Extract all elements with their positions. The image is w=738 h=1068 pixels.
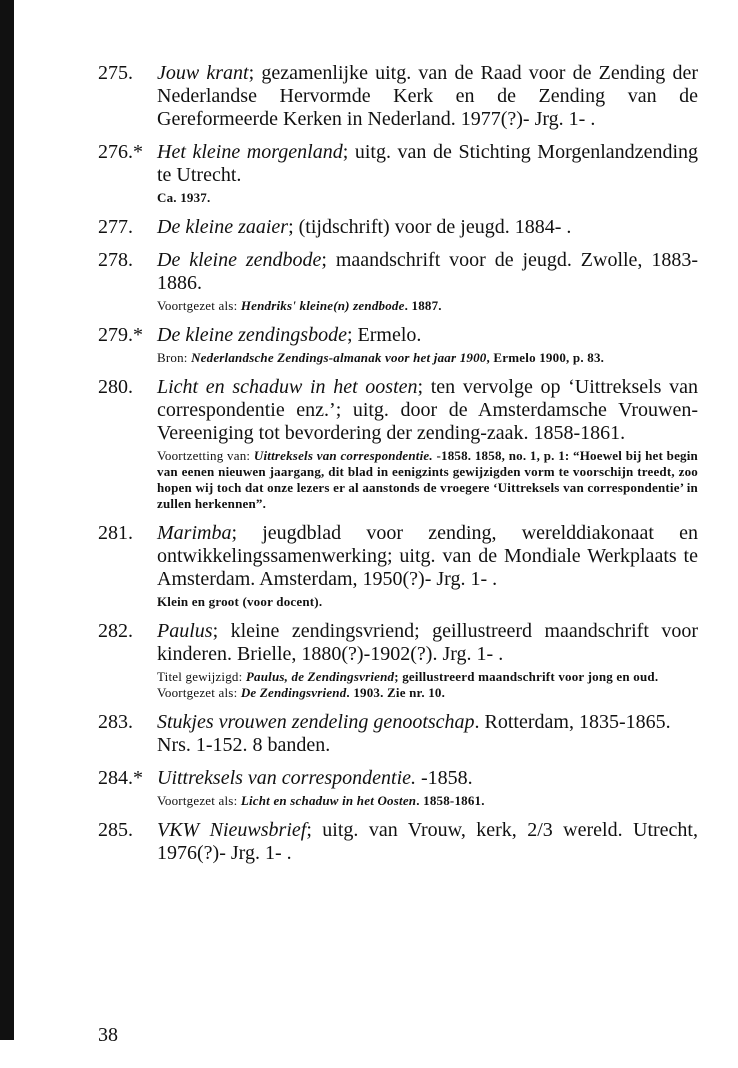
note-title: De Zendingsvriend [240,685,347,700]
entry-note [157,793,698,809]
entry-title: VKW Nieuwsbrief [157,819,307,841]
entry-number: 279.* [98,324,143,346]
entry-description: ; kleine zendingsvriend; geillustreerd maandschrift voor kinderen. Brielle, 1880(?)-1902(?). Jrg. 1- . [157,620,698,665]
entry-number: 285. [98,819,133,841]
note-rest: , Ermelo 1900, p. 83. [486,350,605,365]
entry-number: 276.* [98,141,143,163]
entry-number: 280. [98,376,133,398]
note-title: Licht en schaduw in het Oosten [240,793,417,808]
entry-title: Jouw krant [157,62,249,84]
entry-276 [98,141,698,206]
note-title: Uittreksels van correspondentie. [253,448,433,463]
note-title: Nederlandsche Zendings-almanak voor het jaar 1900 [191,350,487,365]
entry-note: Klein en groot (voor docent). [157,594,323,609]
entry-title: De kleine zendingsbode [157,324,347,346]
note-rest: . 1858-1861. [416,793,485,808]
bibliography-list [98,62,698,875]
note-rest: -1858. 1858, no. 1, p. 1: “Hoewel bij het begin van eenen nieuwen jaargang, dit blad in eenigzints gewijzigden vorm te voorschijn treedt, zoo hopen wij toch dat onze lezers er al aanstonds de vroegere ‘Uittreksels van correspondentie’ in zullen herkennen”. [157,448,698,511]
entry-number: 284.* [98,767,143,789]
entry-278 [98,249,698,314]
entry-title: De kleine zaaier [157,216,289,238]
note-rest: . 1887. [404,298,442,313]
entry-description: ; maandschrift voor de jeugd. Zwolle, 1883-1886. [157,249,698,294]
entry-description: ; uitg. van de Stichting Morgenlandzending te Utrecht. [157,141,698,186]
note-lead: Bron: [157,350,192,365]
entry-description: ; jeugdblad voor zending, werelddiakonaat en ontwikkelingssamenwerking; uitg. van de Mondiale Werkplaats te Amsterdam. Amsterdam, 1950(?)- Jrg. 1- . [157,522,698,590]
note-lead: Titel gewijzigd: [157,669,246,684]
entry-title: De kleine zendbode [157,249,322,271]
page-number: 38 [98,1024,118,1046]
entry-number: 275. [98,62,133,84]
entry-279 [98,324,698,366]
entry-title: Het kleine morgenland [157,141,343,163]
entry-note [157,669,698,685]
note-title: Hendriks' kleine(n) zendbode [240,298,405,313]
entry-note: Ca. 1937. [157,190,211,205]
note-lead: Voortgezet als: [157,298,241,313]
entry-275 [98,62,698,131]
entry-description: -1858. [416,767,473,789]
entry-277 [98,216,698,239]
entry-title: Licht en schaduw in het oosten [157,376,418,398]
entry-280 [98,376,698,512]
entry-285 [98,819,698,865]
entry-description: . Rotterdam, 1835-1865. Nrs. 1-152. 8 banden. [157,711,671,756]
entry-number: 282. [98,620,133,642]
note-lead: Voortgezet als: [157,685,241,700]
entry-282 [98,620,698,701]
page-edge-bar [0,0,14,1040]
entry-title: Uittreksels van correspondentie. [157,767,417,789]
entry-description: ; (tijdschrift) voor de jeugd. 1884- . [288,216,572,238]
entry-number: 281. [98,522,133,544]
entry-title: Paulus [157,620,213,642]
note-rest: . 1903. Zie nr. 10. [346,685,446,700]
entry-number: 283. [98,711,133,733]
entry-title: Stukjes vrouwen zendeling genootschap [157,711,475,733]
entry-284 [98,767,698,809]
entry-description: ; gezamenlijke uitg. van de Raad voor de Zending der Nederlandse Hervormde Kerk en de Zending van de Gereformeerde Kerken in Nederland. 1977(?)- Jrg. 1- . [157,62,698,130]
note-rest: ; geillustreerd maandschrift voor jong en oud. [394,669,659,684]
entry-title: Marimba [157,522,232,544]
entry-note [157,685,698,701]
entry-note [157,298,698,314]
entry-description: ; uitg. van Vrouw, kerk, 2/3 wereld. Utrecht, 1976(?)- Jrg. 1- . [157,819,698,864]
entry-description: ; ten vervolge op ‘Uittreksels van correspondentie enz.’; uitg. door de Amsterdamsche Vrouwen-Vereeniging tot bevordering der zending-zaak. 1858-1861. [157,376,698,444]
entry-note [157,350,698,366]
entry-number: 278. [98,249,133,271]
entry-281 [98,522,698,610]
note-lead: Voortgezet als: [157,793,241,808]
entry-number: 277. [98,216,133,238]
entry-description: ; Ermelo. [346,324,422,346]
entry-283 [98,711,698,757]
note-title: Paulus, de Zendingsvriend [245,669,395,684]
entry-note [157,448,698,512]
note-lead: Voortzetting van: [157,448,254,463]
